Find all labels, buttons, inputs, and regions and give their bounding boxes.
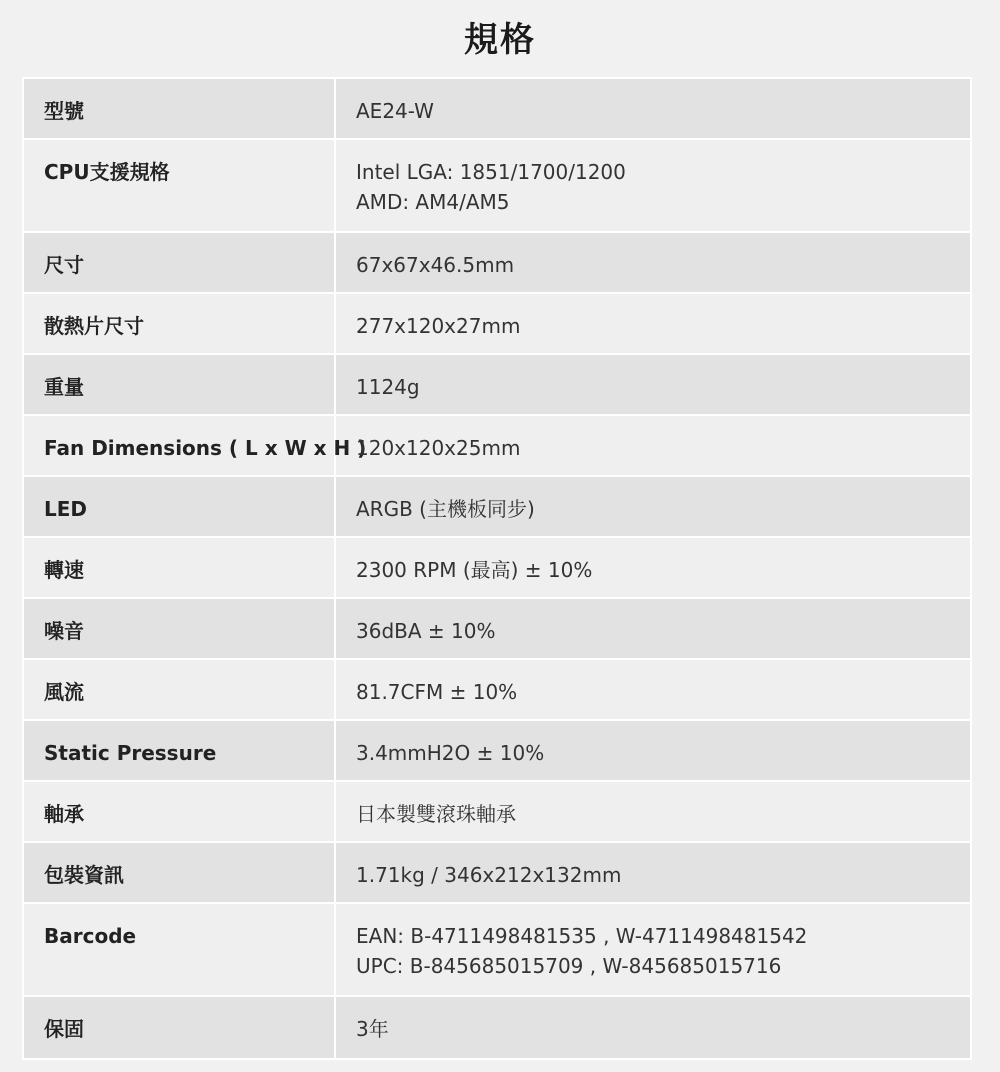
spec-value-line: 1124g [356,375,420,399]
spec-label [24,904,336,995]
spec-row [24,599,970,660]
spec-row [24,416,970,477]
spec-value-line: AE24-W [356,99,434,123]
spec-value [336,538,970,597]
spec-row [24,843,970,904]
spec-value [336,477,970,536]
spec-label-text: Fan Dimensions ( L x W x H ) [44,436,367,460]
spec-label-text: 型號 [44,99,84,123]
spec-value-line: 120x120x25mm [356,436,521,460]
spec-label [24,660,336,719]
spec-value [336,140,970,231]
spec-value [336,416,970,475]
spec-label [24,416,367,475]
spec-row [24,477,970,538]
spec-value [336,599,970,658]
spec-label [24,477,336,536]
spec-value-line: 3年 [356,1017,389,1041]
spec-label [24,140,336,231]
spec-value [336,782,970,841]
spec-value [336,294,970,353]
spec-value-line: UPC: B-845685015709 , W-845685015716 [356,954,782,978]
spec-value [336,355,970,414]
spec-value [336,843,970,902]
spec-row [24,904,970,997]
spec-row [24,79,970,140]
spec-value-line: 3.4mmH2O ± 10% [356,741,545,765]
spec-label-text: 散熱片尺寸 [44,314,144,338]
spec-label-text: 風流 [44,680,84,704]
spec-label [24,538,336,597]
spec-label [24,997,336,1058]
spec-label-text: Barcode [44,924,137,948]
spec-value-line: 36dBA ± 10% [356,619,496,643]
spec-label-text: 包裝資訊 [44,863,124,887]
spec-value-line: 日本製雙滾珠軸承 [356,802,516,826]
spec-row [24,355,970,416]
spec-label-text: 噪音 [44,619,84,643]
spec-value [336,79,970,138]
spec-row [24,660,970,721]
spec-row [24,294,970,355]
spec-value-line: 2300 RPM (最高) ± 10% [356,558,593,582]
spec-row [24,997,970,1058]
spec-value [336,721,970,780]
spec-label-text: 轉速 [44,558,84,582]
spec-value [336,660,970,719]
spec-label-text: 軸承 [44,802,84,826]
spec-value-line: 67x67x46.5mm [356,253,515,277]
spec-label-text: 尺寸 [44,253,84,277]
spec-value [336,233,970,292]
spec-row [24,721,970,782]
spec-table [22,77,972,1060]
spec-row [24,782,970,843]
spec-label [24,721,336,780]
spec-value-line: 1.71kg / 346x212x132mm [356,863,622,887]
spec-value [336,997,970,1058]
spec-value-line: ARGB (主機板同步) [356,497,535,521]
spec-value-line: 81.7CFM ± 10% [356,680,518,704]
spec-row [24,538,970,599]
spec-value [336,904,970,995]
spec-value-line: EAN: B-4711498481535 , W-4711498481542 [356,924,808,948]
spec-value-line: 277x120x27mm [356,314,521,338]
spec-row [24,233,970,294]
spec-value-line: Intel LGA: 1851/1700/1200 [356,160,626,184]
spec-row [24,140,970,233]
spec-label [24,843,336,902]
spec-label [24,599,336,658]
spec-label-text: LED [44,497,88,521]
spec-label-text: 重量 [44,375,84,399]
spec-label [24,294,336,353]
spec-label [24,355,336,414]
spec-label-text: Static Pressure [44,741,217,765]
spec-label [24,233,336,292]
spec-label [24,79,336,138]
spec-label [24,782,336,841]
spec-value-line: AMD: AM4/AM5 [356,190,510,214]
page-title: 規格 [464,20,536,60]
spec-label-text: 保固 [44,1017,84,1041]
spec-label-text: CPU支援規格 [44,160,170,184]
